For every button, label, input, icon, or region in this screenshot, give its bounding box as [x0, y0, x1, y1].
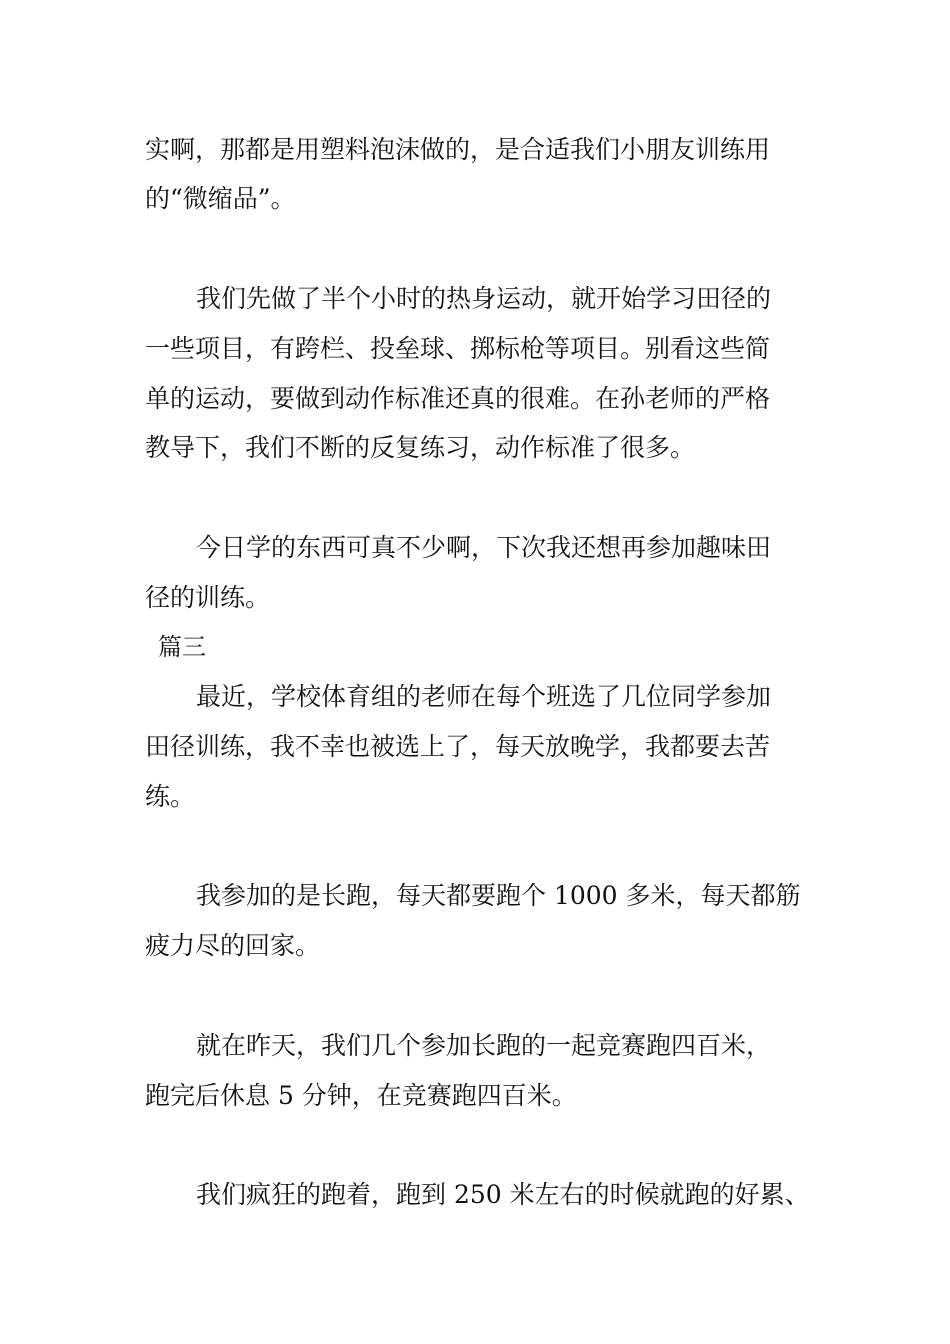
paragraph-1-line-1: 实啊，那都是用塑料泡沫做的，是合适我们小朋友训练用: [145, 135, 771, 164]
paragraph-4-line-1: 最近，学校体育组的老师在每个班选了几位同学参加: [196, 682, 772, 711]
paragraph-4-line-3: 练。: [145, 782, 196, 811]
paragraph-2-line-1: 我们先做了半个小时的热身运动，就开始学习田径的: [196, 284, 772, 313]
paragraph-6-line-1: 就在昨天，我们几个参加长跑的一起竞赛跑四百米，: [196, 1031, 772, 1060]
paragraph-1-line-2: 的“微缩品”。: [145, 184, 296, 213]
paragraph-2-line-2: 一些项目，有跨栏、投垒球、掷标枪等项目。别看这些简: [145, 334, 771, 363]
paragraph-7-line-1: 我们疯狂的跑着，跑到 250 米左右的时候就跑的好累、: [196, 1180, 810, 1209]
section-heading: 篇三: [158, 633, 206, 661]
paragraph-3-line-2: 径的训练。: [145, 583, 271, 612]
paragraph-5-line-1: 我参加的是长跑，每天都要跑个 1000 多米，每天都筋: [196, 881, 801, 910]
paragraph-2-line-4: 教导下，我们不断的反复练习，动作标准了很多。: [145, 433, 696, 462]
paragraph-4-line-2: 田径训练，我不幸也被选上了，每天放晚学，我都要去苦: [145, 732, 771, 761]
paragraph-2-line-3: 单的运动，要做到动作标准还真的很难。在孙老师的严格: [145, 384, 771, 413]
paragraph-3-line-1: 今日学的东西可真不少啊，下次我还想再参加趣味田: [196, 533, 772, 562]
paragraph-6-line-2: 跑完后休息 5 分钟，在竞赛跑四百米。: [145, 1081, 577, 1110]
paragraph-5-line-2: 疲力尽的回家。: [145, 931, 321, 960]
